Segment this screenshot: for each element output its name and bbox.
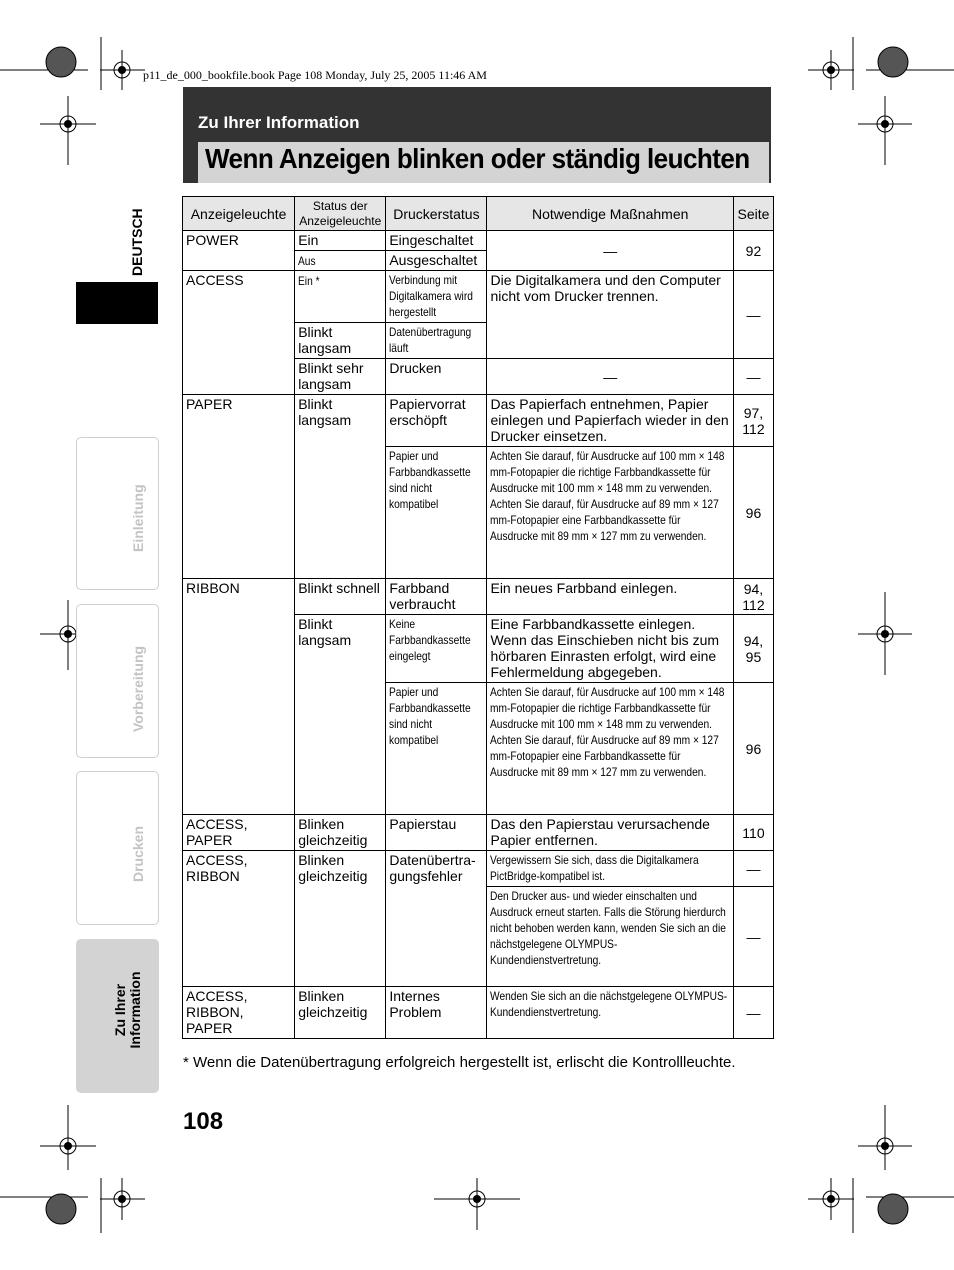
cell-action: [487, 851, 733, 887]
table-row: [183, 231, 774, 251]
cell-action-text: Achten Sie darauf, für Ausdrucke auf 100 mm × 148 mm-Fotopapier die richtige Farbbandkassette für Ausdrucke mit 100 mm × 148 mm zu verwenden. Achten Sie darauf, für Ausdrucke auf 89 mm × 127 mm-Fotopapier eine Farbbandkassette für Ausdrucke mit 89 mm × 127 mm zu verwenden.: [490, 449, 725, 543]
cell-status: Ein: [295, 231, 386, 251]
cell-printer-status: [386, 615, 487, 683]
cell-status: Blinkt langsam: [295, 615, 386, 815]
cell-action-text: Den Drucker aus- und wieder einschalten und Ausdruck erneut starten. Falls die Störung hierdurch nicht behoben werden kann, wenden Sie sich an die nächstgelegene OLYMPUS-Kundendienstvertretung.: [490, 889, 727, 967]
cell-status: Blinkt langsam: [295, 323, 386, 359]
cell-indicator: ACCESS: [183, 271, 295, 395]
cell-action-text: Vergewissern Sie sich, dass die Digitalkamera PictBridge-kompatibel ist.: [490, 853, 700, 883]
col-header-action: Notwendige Maßnahmen: [487, 197, 733, 231]
table-row: [183, 987, 774, 1039]
cell-printer-status: Internes Problem: [386, 987, 487, 1039]
cell-page: —: [733, 359, 773, 395]
tab-einleitung[interactable]: [76, 437, 159, 590]
table-row: [183, 271, 774, 323]
side-language-text: DEUTSCH: [129, 208, 145, 276]
cell-status: Blinkt schnell: [295, 579, 386, 615]
cell-action-text: Achten Sie darauf, für Ausdrucke auf 100 mm × 148 mm-Fotopapier die richtige Farbbandkassette für Ausdrucke mit 100 mm × 148 mm zu verwenden. Achten Sie darauf, für Ausdrucke auf 89 mm × 127 mm-Fotopapier eine Farbbandkassette für Ausdrucke mit 89 mm × 127 mm zu verwenden.: [490, 685, 725, 779]
cell-action: [487, 987, 733, 1039]
tab-drucken[interactable]: [76, 771, 159, 925]
cell-status-text: Ein *: [298, 274, 320, 288]
cell-action: [487, 887, 733, 987]
table-row: [183, 579, 774, 615]
cell-printer-status: Papiervorrat erschöpft: [386, 395, 487, 447]
cell-page: 92: [733, 231, 773, 271]
cell-status: Blinkt sehr langsam: [295, 359, 386, 395]
cell-action-text: Wenden Sie sich an die nächstgelegene OLYMPUS-Kundendienstvertretung.: [490, 989, 728, 1019]
language-marker-block: [76, 282, 158, 324]
cell-printer-status: Eingeschaltet: [386, 231, 487, 251]
cell-action: Eine Farbbandkassette einlegen. Wenn das Einschieben nicht bis zum hörbaren Einrasten erfolgt, wird eine Fehlermeldung abgegeben.: [487, 615, 733, 683]
indicator-table: [182, 196, 774, 1039]
cell-page: —: [733, 887, 773, 987]
cell-page: —: [733, 851, 773, 887]
cell-indicator: ACCESS, RIBBON: [183, 851, 295, 987]
cell-printer-status: Farbband verbraucht: [386, 579, 487, 615]
cell-page: 94, 95: [733, 615, 773, 683]
table-row: [183, 815, 774, 851]
file-header-line: p11_de_000_bookfile.book Page 108 Monday, July 25, 2005 11:46 AM: [143, 68, 487, 82]
cell-page: 96: [733, 447, 773, 579]
cell-printer-status: Papierstau: [386, 815, 487, 851]
page-number: 108: [183, 1108, 224, 1135]
cell-indicator: ACCESS, RIBBON, PAPER: [183, 987, 295, 1039]
tab-einleitung-label: Einleitung: [130, 484, 146, 552]
cell-printer-text: Papier und Farbbandkassette sind nicht kompatibel: [389, 449, 471, 511]
cell-printer-text: Datenübertragung läuft: [389, 325, 472, 355]
tab-zu-ihrer-information-label: Zu Ihrer Information: [112, 971, 143, 1049]
cell-status: Blinken gleichzeitig: [295, 851, 386, 987]
cell-printer-status: Datenübertra-gungsfehler: [386, 851, 487, 987]
cell-status: [295, 251, 386, 271]
cell-action: Das den Papierstau verursachende Papier entfernen.: [487, 815, 733, 851]
cell-page: —: [733, 271, 773, 359]
col-header-page: Seite: [733, 197, 773, 231]
cell-action: —: [487, 231, 733, 271]
cell-indicator: RIBBON: [183, 579, 295, 815]
cell-page: 97, 112: [733, 395, 773, 447]
cell-status-text: Aus: [298, 254, 316, 268]
col-header-indicator: Anzeigeleuchte: [183, 197, 295, 231]
side-language-label: [126, 198, 146, 278]
cell-page: 96: [733, 683, 773, 815]
cell-action: [487, 683, 733, 815]
tab-zu-ihrer-information[interactable]: [76, 939, 159, 1093]
cell-status: [295, 271, 386, 323]
tab-vorbereitung-label: Vorbereitung: [130, 645, 146, 732]
col-header-status: Status der Anzeigeleuchte: [295, 197, 386, 231]
cell-printer-status: [386, 323, 487, 359]
tab-drucken-label: Drucken: [130, 825, 146, 882]
cell-status: Blinken gleichzeitig: [295, 815, 386, 851]
cell-action: Das Papierfach entnehmen, Papier einlegen und Papierfach wieder in den Drucker einsetzen.: [487, 395, 733, 447]
cell-page: 94, 112: [733, 579, 773, 615]
cell-indicator: ACCESS, PAPER: [183, 815, 295, 851]
section-label: Zu Ihrer Information: [198, 113, 360, 132]
cell-printer-status: [386, 271, 487, 323]
cell-printer-status: [386, 683, 487, 815]
cell-status: Blinken gleichzeitig: [295, 987, 386, 1039]
cell-page: 110: [733, 815, 773, 851]
cell-printer-status: Ausgeschaltet: [386, 251, 487, 271]
cell-printer-text: Keine Farbbandkassette eingelegt: [389, 617, 471, 663]
cell-action: Ein neues Farbband einlegen.: [487, 579, 733, 615]
cell-printer-status: [386, 447, 487, 579]
cell-page: —: [733, 987, 773, 1039]
col-header-printer-status: Druckerstatus: [386, 197, 487, 231]
cell-printer-text: Papier und Farbbandkassette sind nicht kompatibel: [389, 685, 471, 747]
cell-indicator: PAPER: [183, 395, 295, 579]
cell-printer-text: Verbindung mit Digitalkamera wird hergestellt: [389, 273, 474, 319]
table-header-row: [183, 197, 774, 231]
cell-action: Die Digitalkamera und den Computer nicht vom Drucker trennen.: [487, 271, 733, 359]
cell-indicator: POWER: [183, 231, 295, 271]
footnote: * Wenn die Datenübertragung erfolgreich hergestellt ist, erlischt die Kontrollleuchte.: [183, 1054, 736, 1071]
tab-vorbereitung[interactable]: [76, 604, 159, 758]
cell-action: —: [487, 359, 733, 395]
table-row: [183, 395, 774, 447]
cell-printer-status: Drucken: [386, 359, 487, 395]
page-title: Wenn Anzeigen blinken oder ständig leuchten: [205, 143, 750, 174]
cell-action: [487, 447, 733, 579]
cell-status: Blinkt langsam: [295, 395, 386, 579]
table-row: [183, 851, 774, 887]
